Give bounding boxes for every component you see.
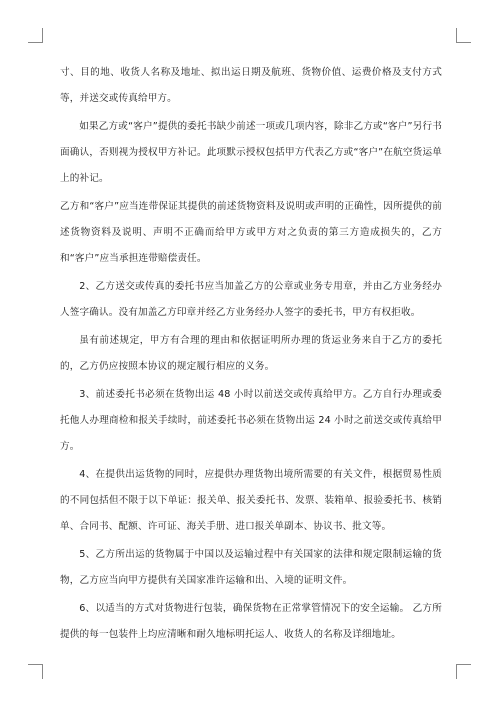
paragraph-3: 乙方和“客户”应当连带保证其提供的前述货物资料及说明或声明的正确性，因所提供的前述货物资料及说明、声明不正确而给甲方或甲方对之负责的第三方造成损失的，乙方和“客户”应当承担连带赔偿责任。 <box>60 201 442 264</box>
crop-mark-top-left <box>28 28 43 43</box>
crop-mark-bottom-left <box>28 664 43 679</box>
paragraph-2: 如果乙方或“客户”提供的委托书缺少前述一项或几项内容，除非乙方或“客户”另行书面确认，否则视为授权甲方补记。此项默示授权包括甲方代表乙方或“客户”在航空货运单上的补记。 <box>60 121 442 184</box>
crop-mark-top-right <box>456 28 471 43</box>
paragraph-5: 虽有前述规定，甲方有合理的理由和依据证明所办理的货运业务来自于乙方的委托的，乙方仍应按照本协议的规定履行相应的义务。 <box>60 335 442 372</box>
paragraph-7: 4、在提供出运货物的同时，应提供办理货物出境所需要的有关文件，根据贸易性质的不同包括但不限于以下单证：报关单、报关委托书、发票、装箱单、报验委托书、核销单、合同书、配额、许可证、海关手册、进口报关单副本、协议书、批文等。 <box>60 469 442 532</box>
paragraph-6: 3、前述委托书必须在货物出运 48 小时以前送交或传真给甲方。乙方自行办理或委托他人办理商检和报关手续时，前述委托书必须在货物出运 24 小时之前送交或传真给甲方。 <box>60 389 442 452</box>
paragraph-8: 5、乙方所出运的货物属于中国以及运输过程中有关国家的法律和规定限制运输的货物，乙方应当向甲方提供有关国家准许运输和出、入境的证明文件。 <box>60 549 442 586</box>
paragraph-4: 2、乙方送交或传真的委托书应当加盖乙方的公章或业务专用章，并由乙方业务经办人签字确认。没有加盖乙方印章并经乙方业务经办人签字的委托书，甲方有权拒收。 <box>60 281 442 318</box>
paragraph-1: 寸、目的地、收货人名称及地址、拟出运日期及航班、货物价值、运费价格及支付方式等，并送交或传真给甲方。 <box>60 67 442 104</box>
document-body <box>60 60 442 650</box>
crop-mark-bottom-right <box>456 664 471 679</box>
paragraph-9: 6、以适当的方式对货物进行包装，确保货物在正常掌管情况下的安全运输。 乙方所提供的每一包装件上均应清晰和耐久地标明托运人、收货人的名称及详细地址。 <box>60 603 442 640</box>
